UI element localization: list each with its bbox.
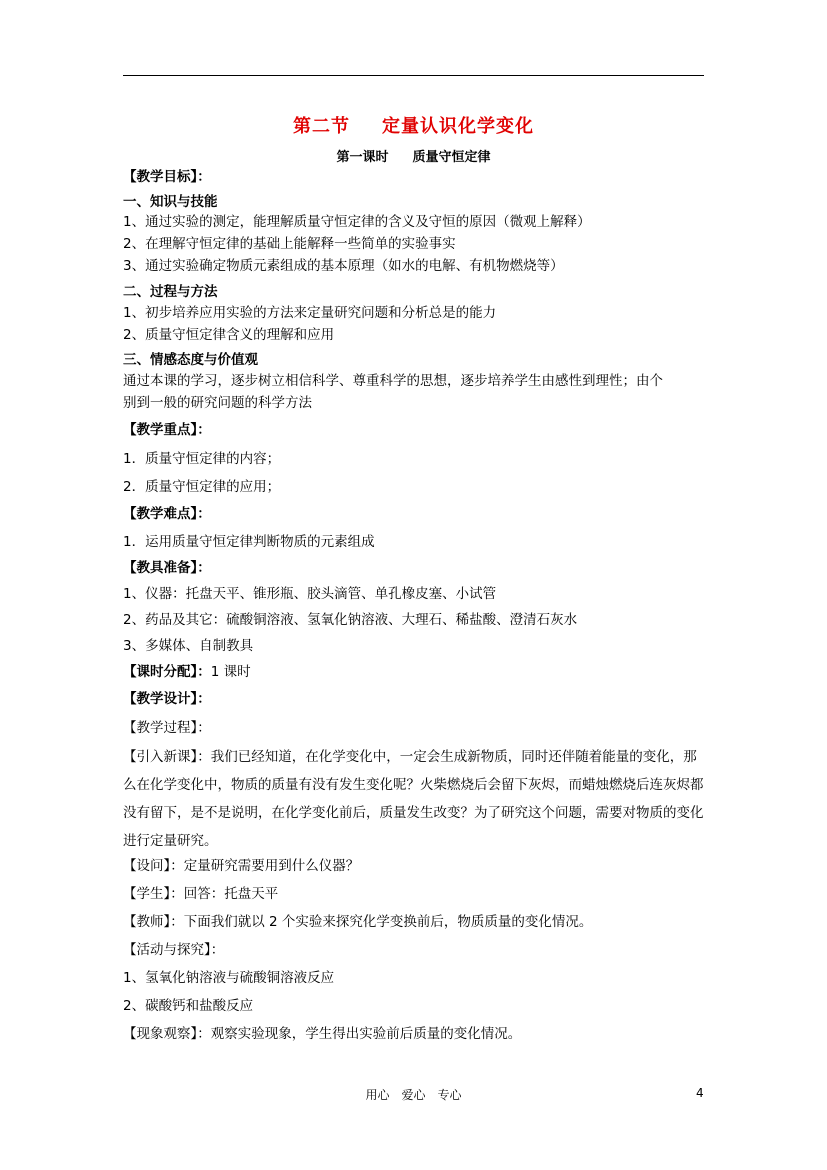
dialogue-text: 定量研究需要用到什么仪器？ (183, 858, 360, 874)
section-number: 第二节 (293, 116, 350, 137)
header-rule (123, 75, 704, 76)
section-heading: 【教学难点】： (123, 506, 211, 522)
text-line (123, 213, 708, 231)
dialogue-text: 回答：托盘天平 (183, 886, 279, 902)
line-text: 通过本课的学习，逐步树立相信科学、尊重科学的思想，逐步培养学生由感性到理性；由个 (123, 373, 663, 389)
dialogue-line (123, 885, 708, 903)
dialogue-line (123, 997, 708, 1015)
line-text: 1、通过实验的测定，能理解质量守恒定律的含义及守恒的原因（微观上解释） (123, 214, 591, 230)
line-text: 1、仪器：托盘天平、锥形瓶、胶头滴管、单孔橡皮塞、小试管 (123, 586, 497, 602)
page-footer: 用心 爱心 专心 (365, 1088, 462, 1102)
section-heading: 【教学设计】： (123, 691, 211, 707)
text-line (123, 168, 708, 186)
text-line (123, 478, 708, 496)
line-text: 2．质量守恒定律的应用； (123, 479, 281, 495)
text-line (123, 193, 708, 211)
dialogue-line (123, 969, 708, 987)
text-line (123, 585, 708, 603)
line-text: 1．运用质量守恒定律判断物质的元素组成 (123, 534, 375, 550)
dialogue-text: 2、碳酸钙和盐酸反应 (123, 998, 254, 1014)
text-line (123, 304, 708, 322)
section-heading: 【教学目标】： (123, 169, 211, 185)
text-line (123, 372, 708, 390)
dialogue-label: 【活动与探究】： (123, 942, 225, 958)
text-line (123, 505, 708, 523)
section-heading: 【教学重点】： (123, 422, 211, 438)
text-line (123, 351, 708, 369)
intro-label: 【引入新课】： (123, 749, 211, 765)
text-line (123, 690, 708, 708)
text-line (123, 719, 708, 737)
dialogue-label: 【学生】： (123, 886, 184, 902)
line-text: 【教学过程】： (123, 720, 211, 736)
text-line (123, 450, 708, 468)
section-heading: 三、情感态度与价值观 (123, 352, 258, 368)
intro-text: 我们已经知道，在化学变化中，一定会生成新物质，同时还伴随着能量的变化，那么在化学变化中，物质的质量有没有发生变化呢？火柴燃烧后会留下灰烬，而蜡烛燃烧后连灰烬都没有留下，是不是说明，在化学变化前后，质量发生改变？为了研究这个问题，需要对物质的变化进行定量研究。 (123, 749, 704, 849)
section-heading: 【课时分配】： (123, 664, 211, 680)
line-text: 2、在理解守恒定律的基础上能解释一些简单的实验事实 (123, 236, 456, 252)
section-name: 定量认识化学变化 (382, 116, 534, 137)
lesson-period: 第一课时 (336, 150, 389, 165)
dialogue-text: 观察实验现象，学生得出实验前后质量的变化情况。 (210, 1026, 522, 1042)
dialogue-line (123, 913, 708, 931)
dialogue-text: 下面我们就以 2 个实验来探究化学变换前后，物质质量的变化情况。 (183, 914, 593, 930)
section-title (0, 112, 827, 138)
section-heading: 一、知识与技能 (123, 194, 218, 210)
dialogue-line (123, 857, 708, 875)
text-line (123, 326, 708, 344)
text-line (123, 559, 708, 577)
text-line (123, 663, 708, 681)
line-suffix: 1 课时 (210, 664, 251, 680)
dialogue-line (123, 941, 708, 959)
line-text: 别到一般的研究问题的科学方法 (123, 395, 312, 411)
text-line (123, 611, 708, 629)
line-text: 1．质量守恒定律的内容； (123, 451, 281, 467)
dialogue-label: 【设问】： (123, 858, 184, 874)
dialogue-label: 【现象观察】： (123, 1026, 211, 1042)
line-text: 3、多媒体、自制教具 (123, 638, 254, 654)
text-line (123, 235, 708, 253)
lesson-subtitle (0, 146, 827, 165)
dialogue-label: 【教师】： (123, 914, 184, 930)
text-line (123, 257, 708, 275)
text-line (123, 283, 708, 301)
line-text: 3、通过实验确定物质元素组成的基本原理（如水的电解、有机物燃烧等） (123, 258, 564, 274)
dialogue-text: 1、氢氧化钠溶液与硫酸铜溶液反应 (123, 970, 335, 986)
line-text: 2、质量守恒定律含义的理解和应用 (123, 327, 335, 343)
text-line (123, 421, 708, 439)
text-line (123, 533, 708, 551)
lesson-topic: 质量守恒定律 (412, 150, 491, 165)
text-line (123, 637, 708, 655)
page-number: 4 (696, 1086, 704, 1100)
text-line (123, 394, 708, 412)
dialogue-line (123, 1025, 708, 1043)
section-heading: 二、过程与方法 (123, 284, 218, 300)
line-text: 2、药品及其它：硫酸铜溶液、氢氧化钠溶液、大理石、稀盐酸、澄清石灰水 (123, 612, 578, 628)
intro-paragraph (123, 743, 708, 855)
section-heading: 【教具准备】： (123, 560, 211, 576)
line-text: 1、初步培养应用实验的方法来定量研究问题和分析总是的能力 (123, 305, 497, 321)
